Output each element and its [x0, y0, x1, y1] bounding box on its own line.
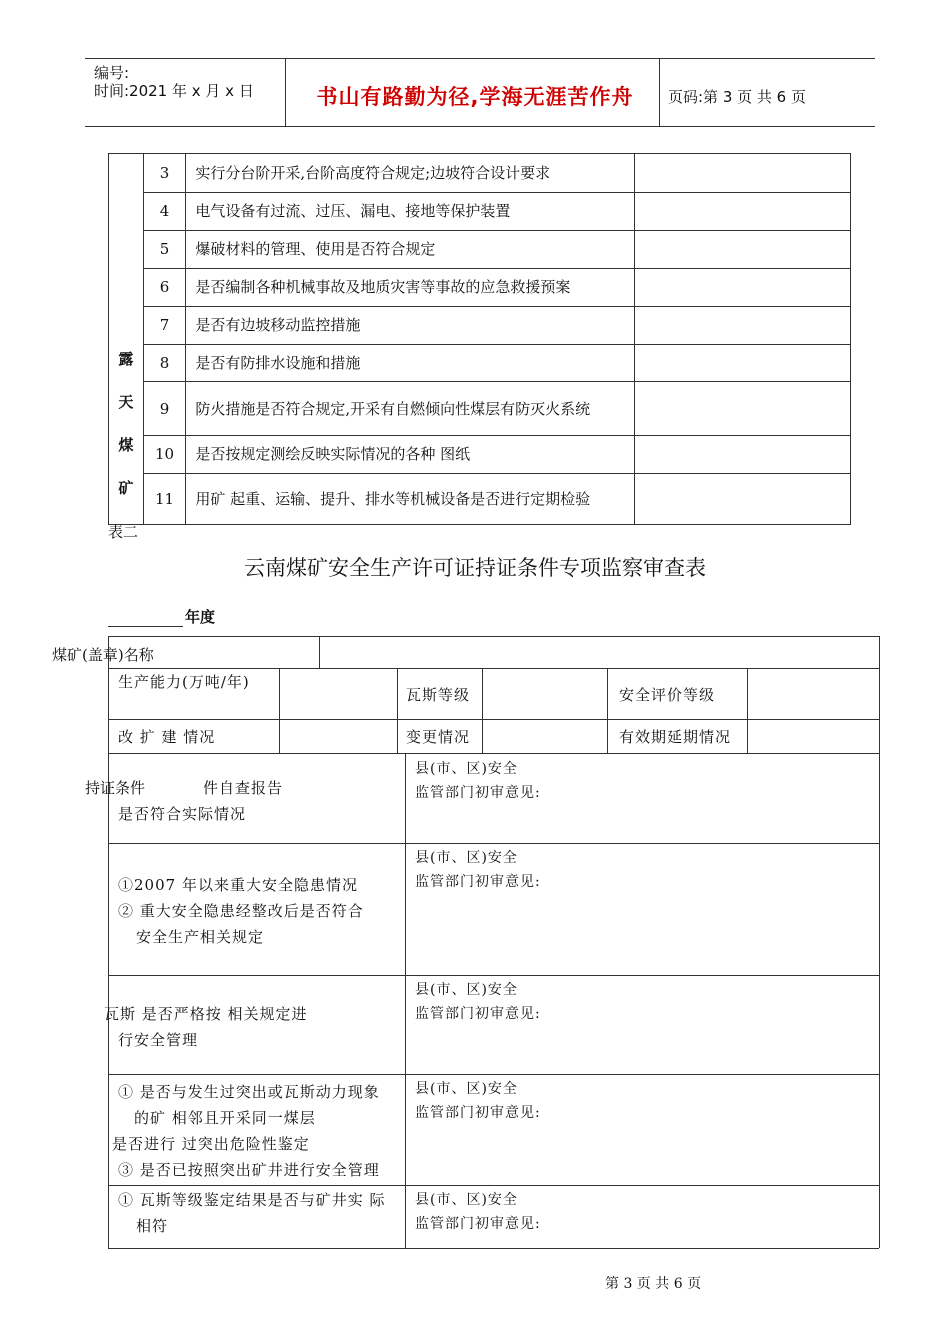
header-divider-right: [659, 58, 660, 126]
table-row: [109, 473, 851, 524]
certificate-conditions-label: 持证条件: [85, 779, 146, 797]
grid-line: [607, 668, 608, 753]
row-number: 6: [143, 268, 186, 306]
opinion-line: 监管部门初审意见:: [415, 1006, 541, 1022]
category-char: 天: [118, 393, 134, 411]
row-item: 是否编制各种机械事故及地质灾害等事故的应急救援预案: [186, 268, 635, 306]
row-blank-cell[interactable]: [635, 268, 851, 306]
row-item: 是否按规定测绘反映实际情况的各种 图纸: [186, 435, 635, 473]
grid-line: [108, 719, 879, 720]
row-blank-cell[interactable]: [635, 306, 851, 344]
row-number: 8: [143, 344, 186, 382]
header-bottom-rule: [85, 126, 875, 127]
row-blank-cell[interactable]: [635, 154, 851, 193]
page-info: 页码:第 3 页 共 6 页: [668, 88, 806, 106]
table-row: [109, 230, 851, 268]
condition-row-1: [118, 775, 398, 827]
grid-line: [397, 668, 398, 753]
header-divider-left: [285, 58, 286, 126]
row-blank-cell[interactable]: [635, 435, 851, 473]
safety-evaluation-label: 安全评价等级: [619, 686, 716, 704]
row-number: 4: [143, 192, 186, 230]
grid-line: [747, 668, 748, 753]
opinion-line: 县(市、区)安全: [415, 761, 518, 777]
condition-line: ① 是否与发生过突出或瓦斯动力现象: [118, 1083, 380, 1101]
condition-line: 件自查报告: [203, 779, 284, 797]
expansion-label: 改 扩 建 情况: [118, 728, 216, 746]
opinion-cell-3[interactable]: [415, 978, 541, 1026]
table-caption: 表二: [108, 523, 139, 541]
grid-line: [108, 636, 879, 637]
table-row: [109, 154, 851, 193]
opinion-cell-5[interactable]: [415, 1188, 541, 1236]
row-item: 是否有边坡移动监控措施: [186, 306, 635, 344]
category-cell-open-pit-mine: [109, 154, 144, 525]
document-time-label: 时间:2021 年 x 月 x 日: [94, 82, 254, 100]
opinion-line: 监管部门初审意见:: [415, 1105, 541, 1121]
condition-row-3: [104, 1001, 404, 1053]
grid-line: [108, 843, 879, 844]
row-blank-cell[interactable]: [635, 473, 851, 524]
opinion-line: 县(市、区)安全: [415, 1081, 518, 1097]
grid-line: [482, 668, 483, 753]
open-pit-checklist-table: [108, 153, 851, 525]
row-item: 防火措施是否符合规定,开采有自燃倾向性煤层有防灭火系统: [186, 382, 635, 435]
grid-line: [108, 1074, 879, 1075]
category-char: 露: [118, 350, 134, 368]
opinion-line: 县(市、区)安全: [415, 850, 518, 866]
change-label: 变更情况: [406, 728, 471, 746]
header-motto: 书山有路勤为径,学海无涯苦作舟: [316, 85, 634, 109]
row-number: 5: [143, 230, 186, 268]
table-row: [109, 344, 851, 382]
year-underline[interactable]: [108, 626, 183, 627]
table-row: [109, 268, 851, 306]
condition-line: 相符: [136, 1217, 169, 1235]
grid-line: [279, 668, 280, 753]
grid-line: [108, 975, 879, 976]
row-item: 用矿 起重、运输、提升、排水等机械设备是否进行定期检验: [186, 473, 635, 524]
table-row: [109, 306, 851, 344]
opinion-cell-2[interactable]: [415, 846, 541, 894]
row-number: 11: [143, 473, 186, 524]
opinion-line: 县(市、区)安全: [415, 1192, 518, 1208]
opinion-line: 监管部门初审意见:: [415, 874, 541, 890]
validity-extension-label: 有效期延期情况: [619, 728, 732, 746]
condition-line: ② 重大安全隐患经整改后是否符合: [118, 902, 364, 920]
opinion-line: 监管部门初审意见:: [415, 785, 541, 801]
row-blank-cell[interactable]: [635, 344, 851, 382]
grid-line: [108, 636, 109, 1248]
condition-line: 是否进行 过突出危险性鉴定: [112, 1135, 310, 1153]
table-row: [109, 382, 851, 435]
opinion-line: 监管部门初审意见:: [415, 1216, 541, 1232]
condition-line: 是否符合实际情况: [118, 805, 247, 823]
grid-line: [879, 636, 880, 1248]
document-number-label: 编号:: [94, 64, 130, 82]
condition-row-5: [118, 1187, 403, 1239]
production-capacity-label: 生产能力(万吨/年): [118, 673, 250, 691]
condition-row-2: [118, 872, 403, 950]
row-blank-cell[interactable]: [635, 382, 851, 435]
row-item: 电气设备有过流、过压、漏电、接地等保护装置: [186, 192, 635, 230]
mine-name-label: 煤矿(盖章)名称: [52, 646, 154, 664]
condition-line: 行安全管理: [118, 1031, 199, 1049]
row-item: 实行分台阶开采,台阶高度符合规定;边坡符合设计要求: [186, 154, 635, 193]
row-number: 10: [143, 435, 186, 473]
page-title: 云南煤矿安全生产许可证持证条件专项监察审查表: [244, 556, 706, 580]
condition-line: ① 瓦斯等级鉴定结果是否与矿井实 际: [118, 1191, 386, 1209]
row-blank-cell[interactable]: [635, 230, 851, 268]
row-number: 3: [143, 154, 186, 193]
row-item: 是否有防排水设施和措施: [186, 344, 635, 382]
table-row: [109, 192, 851, 230]
condition-line: ③ 是否已按照突出矿井进行安全管理: [118, 1161, 380, 1179]
year-label: 年度: [185, 608, 216, 626]
grid-line: [108, 1185, 879, 1186]
table-row: [109, 435, 851, 473]
row-number: 9: [143, 382, 186, 435]
category-char: 矿: [118, 479, 134, 497]
category-char: 煤: [118, 436, 134, 454]
opinion-line: 县(市、区)安全: [415, 982, 518, 998]
opinion-cell-4[interactable]: [415, 1077, 541, 1125]
row-number: 7: [143, 306, 186, 344]
condition-line: 的矿 相邻且开采同一煤层: [134, 1109, 316, 1127]
row-item: 爆破材料的管理、使用是否符合规定: [186, 230, 635, 268]
condition-line: 安全生产相关规定: [136, 928, 265, 946]
condition-row-4: [112, 1079, 407, 1183]
condition-line: ①2007 年以来重大安全隐患情况: [118, 876, 358, 894]
condition-line: 瓦斯 是否严格按 相关规定进: [104, 1005, 308, 1023]
opinion-cell-1[interactable]: [415, 757, 541, 805]
gas-grade-label: 瓦斯等级: [406, 686, 471, 704]
grid-line: [108, 753, 879, 754]
row-blank-cell[interactable]: [635, 192, 851, 230]
page-footer: 第 3 页 共 6 页: [605, 1276, 702, 1292]
grid-line: [108, 1248, 879, 1249]
grid-line: [319, 636, 320, 668]
header-top-rule: [85, 58, 875, 59]
